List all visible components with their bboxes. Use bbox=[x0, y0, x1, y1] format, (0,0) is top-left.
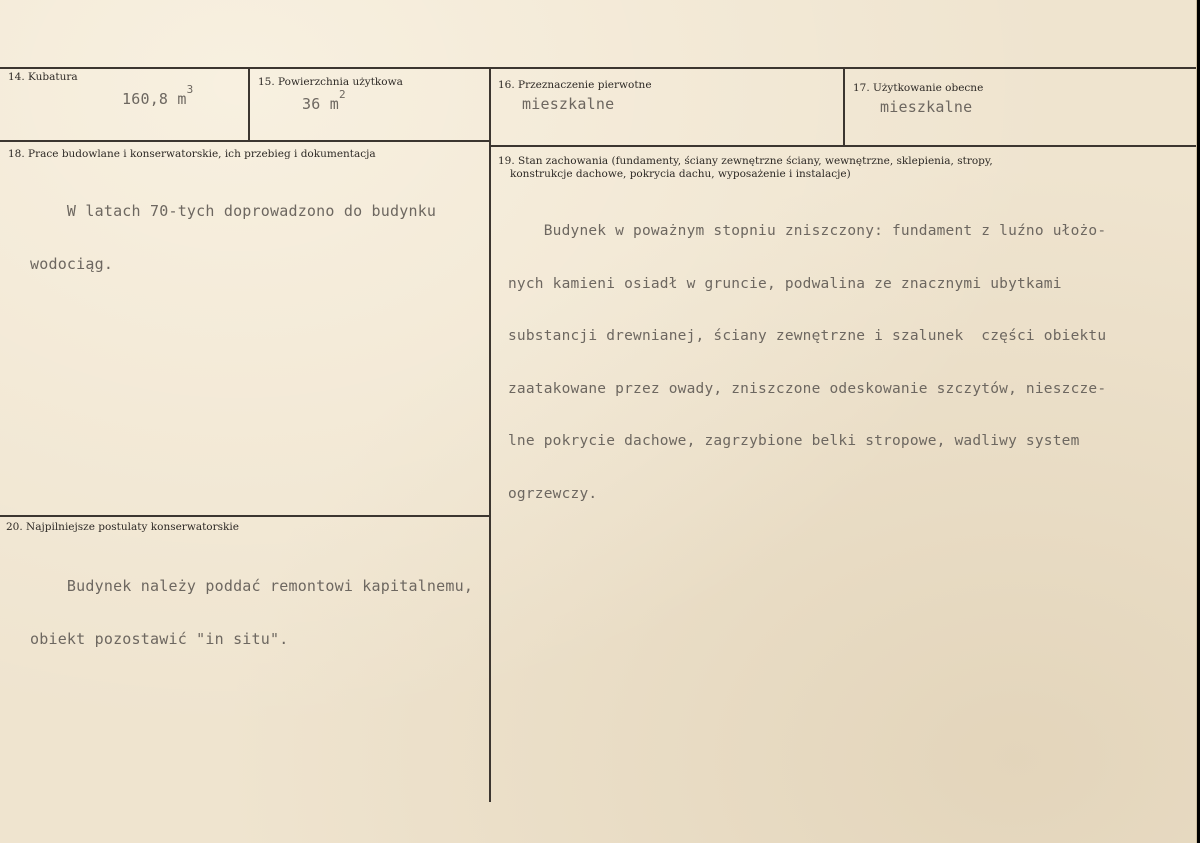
field-15-unit-sup: 2 bbox=[338, 88, 346, 101]
field-15-label: 15. Powierzchnia użytkowa bbox=[258, 76, 403, 88]
field-20-text bbox=[30, 543, 473, 683]
field-19-label-line2: konstrukcje dachowe, pokrycia dachu, wyposażenie i instalacje) bbox=[510, 168, 851, 180]
field-17-value: mieszkalne bbox=[880, 98, 973, 116]
divider-col-a bbox=[248, 67, 250, 140]
field-15-number: 36 m bbox=[302, 95, 339, 113]
field-18-line: W latach 70-tych doprowadzono do budynku bbox=[30, 202, 437, 220]
field-17-label: 17. Użytkowanie obecne bbox=[853, 82, 984, 94]
divider-col-c bbox=[843, 67, 845, 145]
divider-row1 bbox=[0, 140, 490, 142]
field-14-number: 160,8 m bbox=[122, 90, 187, 108]
field-20-line: Budynek należy poddać remontowi kapitalnemu, bbox=[30, 577, 474, 595]
divider-row1-right bbox=[490, 145, 1196, 147]
field-19-line: lne pokrycie dachowe, zagrzybione belki stropowe, wadliwy system bbox=[508, 433, 1080, 449]
field-14-unit-sup: 3 bbox=[186, 83, 194, 96]
field-18-line: wodociąg. bbox=[30, 254, 114, 273]
field-20-line: obiekt pozostawić "in situ". bbox=[30, 629, 289, 648]
field-19-line: ogrzewczy. bbox=[508, 485, 598, 502]
divider-top bbox=[0, 67, 1196, 69]
field-14-value bbox=[122, 83, 194, 108]
field-19-line: substancji drewnianej, ściany zewnętrzne i szalunek części obiektu bbox=[508, 328, 1107, 344]
field-18-label: 18. Prace budowlane i konserwatorskie, ich przebieg i dokumentacja bbox=[8, 148, 376, 160]
field-16-label: 16. Przeznaczenie pierwotne bbox=[498, 79, 652, 91]
field-19-line: zaatakowane przez owady, zniszczone odeskowanie szczytów, nieszczе- bbox=[508, 380, 1107, 397]
divider-row2 bbox=[0, 515, 490, 517]
field-19-label-line1: 19. Stan zachowania (fundamenty, ściany zewnętrzne ściany, wewnętrzne, sklepienia, stropy, bbox=[498, 155, 993, 167]
field-20-label: 20. Najpilniejsze postulaty konserwatorskie bbox=[6, 521, 239, 533]
field-19-text bbox=[508, 188, 1106, 538]
divider-col-b bbox=[489, 67, 491, 802]
field-16-value: mieszkalne bbox=[522, 95, 615, 113]
field-19-line: Budynek w poważnym stopniu zniszczony: fundament z luźno ułożo- bbox=[508, 223, 1107, 239]
field-18-text bbox=[30, 168, 436, 308]
field-15-value bbox=[302, 88, 346, 113]
field-14-label: 14. Kubatura bbox=[8, 71, 78, 83]
field-19-line: nych kamieni osiadł w gruncie, podwalina ze znacznymi ubytkami bbox=[508, 275, 1062, 292]
